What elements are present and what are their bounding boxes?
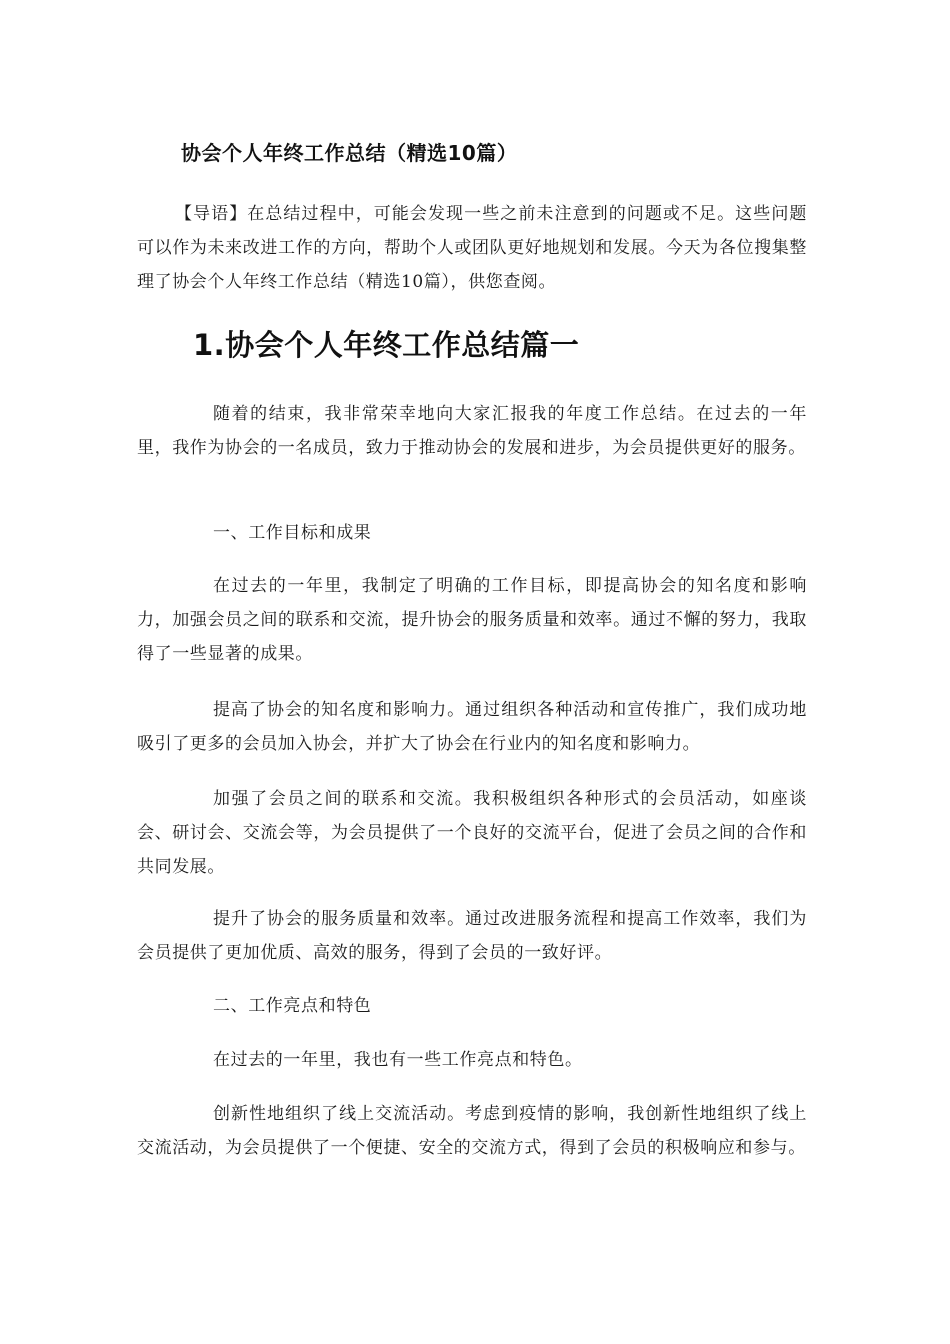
intro-paragraph: 【导语】在总结过程中，可能会发现一些之前未注意到的问题或不足。这些问题可以作为未来改进工作的方向，帮助个人或团队更好地规划和发展。今天为各位搜集整理了协会个人年终工作总结（精选10篇），供您查阅。 (137, 204, 807, 292)
paragraph-1: 随着的结束，我非常荣幸地向大家汇报我的年度工作总结。在过去的一年里，我作为协会的一名成员，致力于推动协会的发展和进步，为会员提供更好的服务。 (137, 404, 807, 458)
paragraph-2: 在过去的一年里，我制定了明确的工作目标，即提高协会的知名度和影响力，加强会员之间的联系和交流，提升协会的服务质量和效率。通过不懈的努力，我取得了一些显著的成果。 (137, 576, 807, 664)
subheading-1: 一、工作目标和成果 (213, 523, 372, 543)
paragraph-6: 在过去的一年里，我也有一些工作亮点和特色。 (213, 1050, 583, 1070)
document-title: 协会个人年终工作总结（精选10篇） (181, 141, 518, 165)
paragraph-3: 提高了协会的知名度和影响力。通过组织各种活动和宣传推广，我们成功地吸引了更多的会员加入协会，并扩大了协会在行业内的知名度和影响力。 (137, 700, 807, 754)
subheading-2: 二、工作亮点和特色 (213, 996, 372, 1016)
paragraph-5: 提升了协会的服务质量和效率。通过改进服务流程和提高工作效率，我们为会员提供了更加优质、高效的服务，得到了会员的一致好评。 (137, 909, 807, 963)
paragraph-4: 加强了会员之间的联系和交流。我积极组织各种形式的会员活动，如座谈会、研讨会、交流会等，为会员提供了一个良好的交流平台，促进了会员之间的合作和共同发展。 (137, 789, 807, 877)
paragraph-7: 创新性地组织了线上交流活动。考虑到疫情的影响，我创新性地组织了线上交流活动，为会员提供了一个便捷、安全的交流方式，得到了会员的积极响应和参与。 (137, 1104, 807, 1158)
section-heading: 1.协会个人年终工作总结篇一 (193, 328, 580, 362)
